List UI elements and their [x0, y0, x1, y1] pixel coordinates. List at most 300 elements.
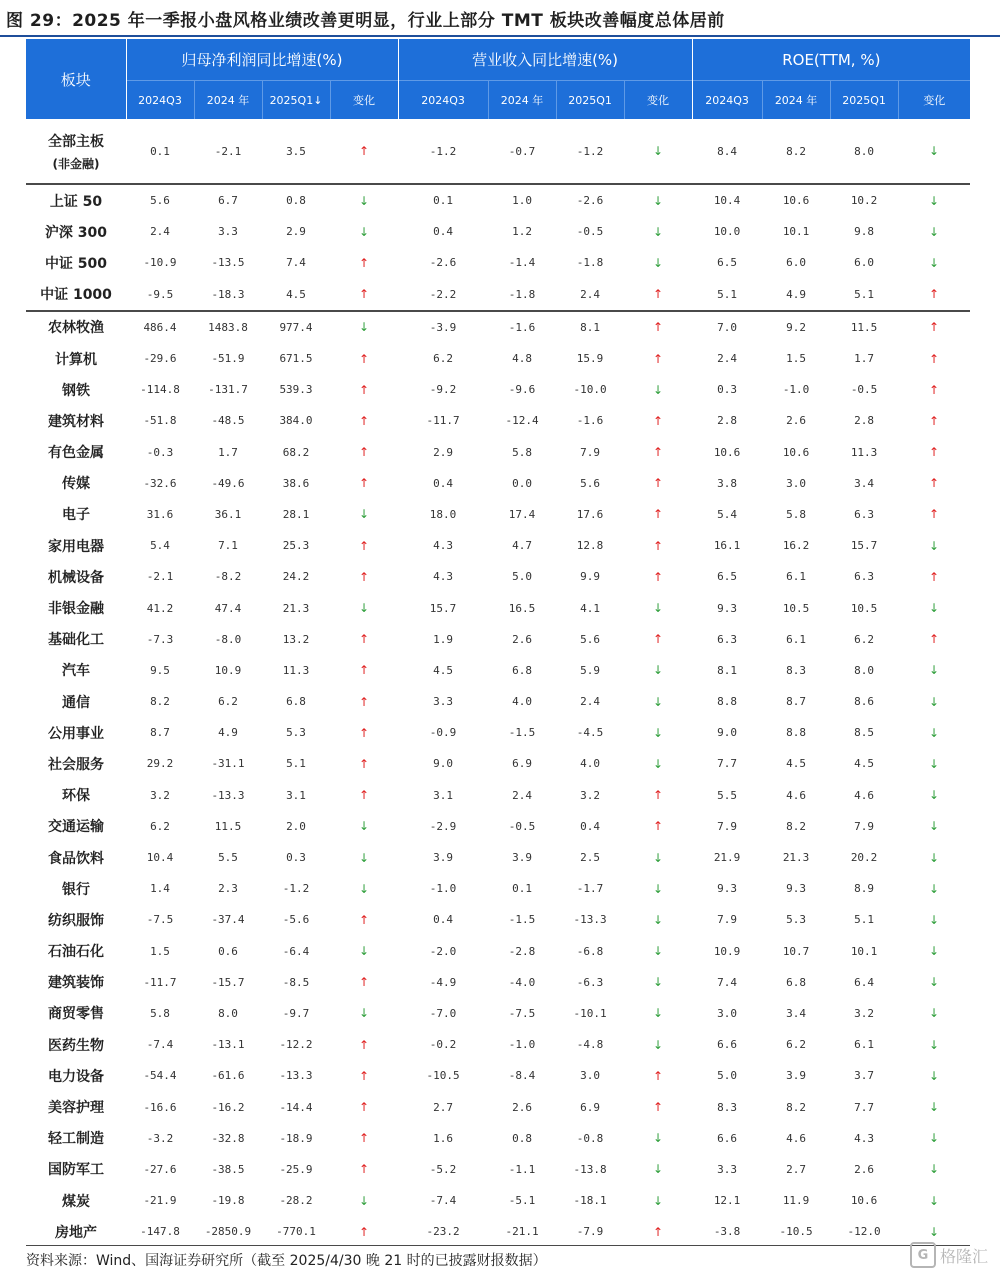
value-cell: -7.4 — [429, 1194, 457, 1208]
arrow-down-icon — [624, 655, 692, 686]
value-cell: 7.9 — [854, 819, 874, 833]
value-cell: -12.2 — [279, 1038, 313, 1052]
value-cell: 8.6 — [854, 695, 874, 709]
value-cell: 6.5 — [717, 570, 737, 584]
value-cell: 29.2 — [146, 757, 174, 771]
value-cell: -38.5 — [211, 1162, 245, 1176]
value-cell: 5.8 — [512, 445, 532, 459]
value-cell: 4.3 — [433, 539, 453, 553]
arrow-up-icon: ↑ — [358, 413, 370, 428]
value-cell: 6.9 — [512, 757, 532, 771]
arrow-up-icon: ↑ — [929, 351, 940, 366]
value-cell: -54.4 — [143, 1069, 177, 1083]
value-cell: -3.8 — [713, 1225, 741, 1239]
arrow-up-icon — [898, 374, 970, 405]
value-cell: -15.7 — [211, 975, 245, 989]
arrow-down-icon — [898, 247, 970, 278]
row-label — [26, 119, 126, 184]
value-cell: -49.6 — [211, 476, 245, 490]
table-row — [26, 592, 970, 623]
value-cell: -0.9 — [429, 726, 457, 740]
row-label — [26, 1154, 126, 1185]
arrow-up-icon: ↑ — [653, 445, 664, 460]
value-cell: 2.4 — [150, 225, 170, 239]
value-cell: -2.0 — [429, 944, 457, 958]
value-cell: 1.5 — [786, 352, 806, 366]
value-cell: -4.9 — [429, 975, 457, 989]
value-cell: -21.9 — [143, 1194, 177, 1208]
arrow-up-icon — [624, 1216, 692, 1247]
row-label — [26, 592, 126, 623]
arrow-up-icon — [330, 748, 398, 779]
arrow-up-icon: ↑ — [358, 255, 370, 270]
arrow-down-icon — [898, 686, 970, 717]
value-cell: -7.4 — [146, 1038, 174, 1052]
arrow-down-icon: ↓ — [929, 1037, 940, 1052]
value-cell: 6.2 — [150, 819, 170, 833]
value-cell: 5.1 — [717, 287, 737, 301]
arrow-up-icon: ↑ — [358, 538, 370, 553]
subheader-cell: 2024 年 — [194, 81, 262, 120]
value-cell: 8.2 — [150, 695, 170, 709]
arrow-up-icon — [624, 1091, 692, 1122]
value-cell: 5.5 — [717, 788, 737, 802]
value-cell: -3.2 — [146, 1131, 174, 1145]
value-cell: 20.2 — [850, 851, 878, 865]
value-cell: -2.1 — [146, 570, 174, 584]
row-label-text: 石油石化 — [48, 944, 104, 961]
value-cell: 3.0 — [717, 1006, 737, 1020]
arrow-down-icon: ↓ — [929, 975, 940, 990]
arrow-up-icon — [898, 405, 970, 436]
arrow-up-icon — [330, 468, 398, 499]
value-cell: 3.4 — [786, 1006, 806, 1020]
value-cell: 1.7 — [218, 445, 238, 459]
value-cell: 6.6 — [717, 1131, 737, 1145]
arrow-up-icon: ↑ — [929, 476, 940, 491]
value-cell: 12.8 — [576, 539, 604, 553]
table-row — [26, 437, 970, 468]
value-cell: 10.1 — [782, 225, 810, 239]
value-cell: 2.4 — [717, 352, 737, 366]
arrow-down-icon — [624, 936, 692, 967]
row-label — [26, 904, 126, 935]
value-cell: 3.7 — [854, 1069, 874, 1083]
value-cell: -7.5 — [146, 913, 174, 927]
value-cell: -11.7 — [143, 975, 177, 989]
arrow-down-icon: ↓ — [653, 850, 664, 865]
value-cell: -8.5 — [282, 975, 310, 989]
value-cell: 539.3 — [279, 383, 313, 397]
value-cell: 0.1 — [150, 144, 170, 158]
value-cell: 5.3 — [286, 726, 306, 740]
value-cell: 2.9 — [433, 445, 453, 459]
arrow-down-icon: ↓ — [929, 538, 940, 553]
row-label-text: 电力设备 — [48, 1068, 104, 1085]
value-cell: -0.8 — [576, 1131, 604, 1145]
value-cell: 7.4 — [286, 256, 306, 270]
value-cell: -1.1 — [508, 1162, 536, 1176]
value-cell: 6.4 — [854, 975, 874, 989]
arrow-down-icon — [898, 1091, 970, 1122]
value-cell: -10.5 — [426, 1069, 460, 1083]
arrow-down-icon: ↓ — [653, 756, 664, 771]
value-cell: 9.0 — [717, 726, 737, 740]
row-label-text: 家用电器 — [48, 538, 104, 555]
value-cell: 8.2 — [786, 144, 806, 158]
value-cell: 3.3 — [218, 225, 238, 239]
value-cell: 6.8 — [512, 663, 532, 677]
arrow-up-icon: ↑ — [358, 476, 370, 491]
subheader-cell: 2024 年 — [488, 81, 556, 120]
value-cell: -32.8 — [211, 1131, 245, 1145]
arrow-down-icon — [624, 873, 692, 904]
row-label-text: 汽车 — [62, 663, 90, 680]
value-cell: 8.1 — [556, 311, 624, 343]
arrow-up-icon: ↑ — [358, 1100, 370, 1115]
value-cell: 8.7 — [786, 695, 806, 709]
value-cell: -13.3 — [573, 913, 607, 927]
arrow-up-icon — [898, 468, 970, 499]
value-cell: 11.3 — [850, 445, 878, 459]
table-row — [26, 1091, 970, 1122]
arrow-up-icon — [330, 717, 398, 748]
row-label-text: 建筑材料 — [48, 413, 104, 430]
value-cell: 1.2 — [512, 225, 532, 239]
arrow-up-icon — [898, 561, 970, 592]
value-cell: -1.4 — [508, 256, 536, 270]
arrow-down-icon — [624, 998, 692, 1029]
value-cell: 5.3 — [786, 913, 806, 927]
value-cell: -13.8 — [573, 1162, 607, 1176]
value-cell: 8.8 — [717, 695, 737, 709]
row-label-text: 食品饮料 — [48, 850, 104, 867]
row-label — [26, 184, 126, 216]
row-label — [26, 279, 126, 311]
value-cell: 3.4 — [854, 476, 874, 490]
value-cell: 7.0 — [692, 311, 762, 343]
value-cell: -25.9 — [279, 1162, 313, 1176]
value-cell: 9.5 — [150, 663, 170, 677]
value-cell: 4.5 — [286, 287, 306, 301]
value-cell: 10.4 — [692, 184, 762, 216]
row-label-text: 房地产 — [55, 1224, 97, 1241]
arrow-down-icon: ↓ — [929, 1162, 940, 1177]
arrow-down-icon — [898, 1029, 970, 1060]
value-cell: 16.5 — [508, 601, 536, 615]
arrow-down-icon — [624, 216, 692, 247]
arrow-down-icon: ↓ — [653, 382, 664, 397]
value-cell: 3.9 — [433, 851, 453, 865]
arrow-down-icon: ↓ — [929, 881, 940, 896]
arrow-down-icon: ↓ — [929, 1131, 940, 1146]
value-cell: 9.3 — [717, 882, 737, 896]
value-cell: -2.6 — [556, 184, 624, 216]
table-row — [26, 904, 970, 935]
watermark — [910, 1242, 988, 1268]
value-cell: -51.8 — [143, 414, 177, 428]
arrow-down-icon: ↓ — [929, 1224, 940, 1239]
value-cell: 5.1 — [854, 287, 874, 301]
subheader-cell: 2025Q1 — [830, 81, 898, 120]
value-cell: 2.8 — [854, 414, 874, 428]
value-cell: 8.0 — [854, 663, 874, 677]
arrow-down-icon: ↓ — [929, 255, 940, 270]
arrow-down-icon — [624, 374, 692, 405]
value-cell: -5.2 — [429, 1162, 457, 1176]
arrow-down-icon — [898, 530, 970, 561]
value-cell: 11.9 — [782, 1194, 810, 1208]
subheader-cell: 2025Q1↓ — [262, 81, 330, 120]
arrow-down-icon — [330, 184, 398, 216]
value-cell: 4.3 — [854, 1131, 874, 1145]
arrow-up-icon: ↑ — [358, 569, 370, 584]
arrow-down-icon — [624, 842, 692, 873]
value-cell: 9.2 — [762, 311, 830, 343]
value-cell: -8.2 — [214, 570, 242, 584]
arrow-up-icon: ↑ — [653, 788, 664, 803]
row-label — [26, 216, 126, 247]
table-row — [26, 247, 970, 278]
arrow-up-icon — [624, 405, 692, 436]
value-cell: -6.4 — [282, 944, 310, 958]
value-cell: 3.1 — [433, 788, 453, 802]
arrow-down-icon: ↓ — [929, 1100, 940, 1115]
value-cell: 11.3 — [282, 663, 310, 677]
value-cell: 17.4 — [508, 507, 536, 521]
value-cell: 4.3 — [433, 570, 453, 584]
row-label-text: 煤炭 — [62, 1193, 90, 1210]
value-cell: 2.6 — [786, 414, 806, 428]
arrow-up-icon: ↑ — [358, 144, 370, 158]
value-cell: -6.8 — [576, 944, 604, 958]
row-label — [26, 247, 126, 278]
row-label — [26, 374, 126, 405]
watermark-text: 格隆汇 — [939, 1246, 988, 1266]
arrow-down-icon — [330, 842, 398, 873]
value-cell: 36.1 — [214, 507, 242, 521]
value-cell: -6.3 — [576, 975, 604, 989]
arrow-up-icon — [330, 1029, 398, 1060]
value-cell: 5.4 — [717, 507, 737, 521]
arrow-down-icon — [624, 748, 692, 779]
arrow-down-icon — [330, 311, 398, 343]
table-row — [26, 561, 970, 592]
value-cell: -29.6 — [143, 352, 177, 366]
value-cell: -16.6 — [143, 1100, 177, 1114]
value-cell: -1.8 — [576, 256, 604, 270]
value-cell: -16.2 — [211, 1100, 245, 1114]
value-cell: 5.6 — [580, 476, 600, 490]
value-cell: 10.6 — [850, 1194, 878, 1208]
arrow-up-icon: ↑ — [653, 569, 664, 584]
value-cell: 5.1 — [854, 913, 874, 927]
arrow-up-icon — [898, 624, 970, 655]
table-row — [26, 530, 970, 561]
arrow-down-icon: ↓ — [653, 725, 664, 740]
row-label-text: 商贸零售 — [48, 1006, 104, 1023]
table-row — [26, 842, 970, 873]
value-cell: -0.5 — [508, 819, 536, 833]
value-cell: 6.1 — [854, 1038, 874, 1052]
value-cell: 68.2 — [282, 445, 310, 459]
arrow-down-icon: ↓ — [653, 144, 664, 158]
value-cell: 21.3 — [782, 851, 810, 865]
value-cell: -32.6 — [143, 476, 177, 490]
value-cell: -1.6 — [488, 311, 556, 343]
value-cell: 3.8 — [717, 476, 737, 490]
table-row — [26, 780, 970, 811]
value-cell: -131.7 — [208, 383, 248, 397]
arrow-down-icon — [898, 1185, 970, 1216]
value-cell: 13.2 — [282, 632, 310, 646]
arrow-down-icon: ↓ — [929, 788, 940, 803]
arrow-down-icon: ↓ — [929, 850, 940, 865]
value-cell: -31.1 — [211, 757, 245, 771]
value-cell: -114.8 — [140, 383, 180, 397]
value-cell: -4.5 — [576, 726, 604, 740]
value-cell: 0.0 — [512, 476, 532, 490]
arrow-down-icon — [330, 998, 398, 1029]
value-cell: 8.0 — [854, 144, 874, 158]
value-cell: 10.0 — [713, 225, 741, 239]
value-cell: 16.1 — [713, 539, 741, 553]
row-label — [26, 405, 126, 436]
arrow-down-icon — [624, 1123, 692, 1154]
arrow-down-icon — [898, 1060, 970, 1091]
arrow-down-icon: ↓ — [929, 819, 940, 834]
row-label-text: 传媒 — [62, 476, 90, 493]
value-cell: 21.9 — [713, 851, 741, 865]
arrow-down-icon: ↓ — [929, 694, 940, 709]
table-row — [26, 686, 970, 717]
row-label — [26, 1216, 126, 1247]
value-cell: -7.5 — [508, 1006, 536, 1020]
value-cell: 2.8 — [717, 414, 737, 428]
value-cell: 5.4 — [150, 539, 170, 553]
row-label — [26, 811, 126, 842]
value-cell: 3.2 — [150, 788, 170, 802]
row-label-text: 通信 — [62, 694, 90, 711]
value-cell: 24.2 — [282, 570, 310, 584]
arrow-down-icon — [330, 1185, 398, 1216]
arrow-down-icon — [898, 184, 970, 216]
arrow-down-icon: ↓ — [358, 1006, 370, 1021]
industry-performance-table — [26, 39, 970, 1247]
value-cell: 2.7 — [433, 1100, 453, 1114]
arrow-up-icon: ↑ — [929, 569, 940, 584]
arrow-up-icon — [624, 624, 692, 655]
value-cell: 4.7 — [512, 539, 532, 553]
arrow-down-icon: ↓ — [653, 1193, 664, 1208]
arrow-up-icon: ↑ — [653, 1224, 664, 1239]
arrow-down-icon: ↓ — [358, 944, 370, 959]
arrow-down-icon — [898, 592, 970, 623]
arrow-up-icon — [330, 686, 398, 717]
value-cell: 8.0 — [218, 1006, 238, 1020]
arrow-down-icon: ↓ — [653, 1162, 664, 1177]
value-cell: 1.0 — [488, 184, 556, 216]
arrow-up-icon — [898, 437, 970, 468]
table-row — [26, 811, 970, 842]
arrow-up-icon: ↑ — [653, 320, 664, 335]
arrow-up-icon — [624, 811, 692, 842]
arrow-down-icon — [330, 216, 398, 247]
value-cell: -8.0 — [214, 632, 242, 646]
row-label-text: 美容护理 — [48, 1100, 104, 1117]
value-cell: 7.9 — [717, 819, 737, 833]
arrow-up-icon: ↑ — [358, 351, 370, 366]
value-cell: -2.9 — [429, 819, 457, 833]
table-row — [26, 279, 970, 311]
arrow-up-icon — [330, 561, 398, 592]
arrow-down-icon — [624, 1029, 692, 1060]
value-cell: -18.3 — [211, 287, 245, 301]
value-cell: -61.6 — [211, 1069, 245, 1083]
value-cell: 15.7 — [429, 601, 457, 615]
arrow-down-icon: ↓ — [653, 601, 664, 616]
arrow-down-icon: ↓ — [653, 1037, 664, 1052]
value-cell: 4.5 — [854, 757, 874, 771]
value-cell: -13.3 — [211, 788, 245, 802]
value-cell: 9.3 — [786, 882, 806, 896]
value-cell: 25.3 — [282, 539, 310, 553]
row-label-text: 社会服务 — [48, 756, 104, 773]
arrow-up-icon: ↑ — [358, 1224, 370, 1239]
value-cell: -1.5 — [508, 913, 536, 927]
arrow-up-icon — [624, 530, 692, 561]
value-cell: 4.0 — [512, 695, 532, 709]
table-row — [26, 624, 970, 655]
value-cell: 7.7 — [854, 1100, 874, 1114]
source-note: 资料来源：Wind、国海证券研究所（截至 2025/4/30 晚 21 时的已披露财报数据） — [26, 1253, 547, 1269]
table-row — [26, 998, 970, 1029]
value-cell: -7.3 — [146, 632, 174, 646]
value-cell: -21.1 — [505, 1225, 539, 1239]
arrow-up-icon — [624, 561, 692, 592]
value-cell: 0.4 — [580, 819, 600, 833]
value-cell: 6.2 — [786, 1038, 806, 1052]
arrow-down-icon: ↓ — [929, 756, 940, 771]
value-cell: 2.7 — [786, 1162, 806, 1176]
value-cell: -1.8 — [508, 287, 536, 301]
arrow-up-icon — [330, 780, 398, 811]
arrow-down-icon: ↓ — [653, 663, 664, 678]
value-cell: 6.1 — [786, 570, 806, 584]
value-cell: 3.2 — [580, 788, 600, 802]
row-label-text: 有色金属 — [48, 445, 104, 462]
value-cell: -9.2 — [429, 383, 457, 397]
row-label — [26, 468, 126, 499]
arrow-down-icon — [330, 499, 398, 530]
value-cell: 10.5 — [782, 601, 810, 615]
table-row — [26, 1123, 970, 1154]
arrow-down-icon — [624, 119, 692, 184]
arrow-up-icon: ↑ — [653, 632, 664, 647]
arrow-down-icon — [624, 686, 692, 717]
value-cell: 6.6 — [717, 1038, 737, 1052]
value-cell: 2.6 — [854, 1162, 874, 1176]
value-cell: 4.5 — [786, 757, 806, 771]
value-cell: 1.9 — [433, 632, 453, 646]
value-cell: -13.1 — [211, 1038, 245, 1052]
value-cell: 5.0 — [512, 570, 532, 584]
value-cell: 0.1 — [398, 184, 488, 216]
value-cell: 6.3 — [717, 632, 737, 646]
value-cell: 0.8 — [512, 1131, 532, 1145]
arrow-up-icon: ↑ — [653, 476, 664, 491]
value-cell: -18.9 — [279, 1131, 313, 1145]
